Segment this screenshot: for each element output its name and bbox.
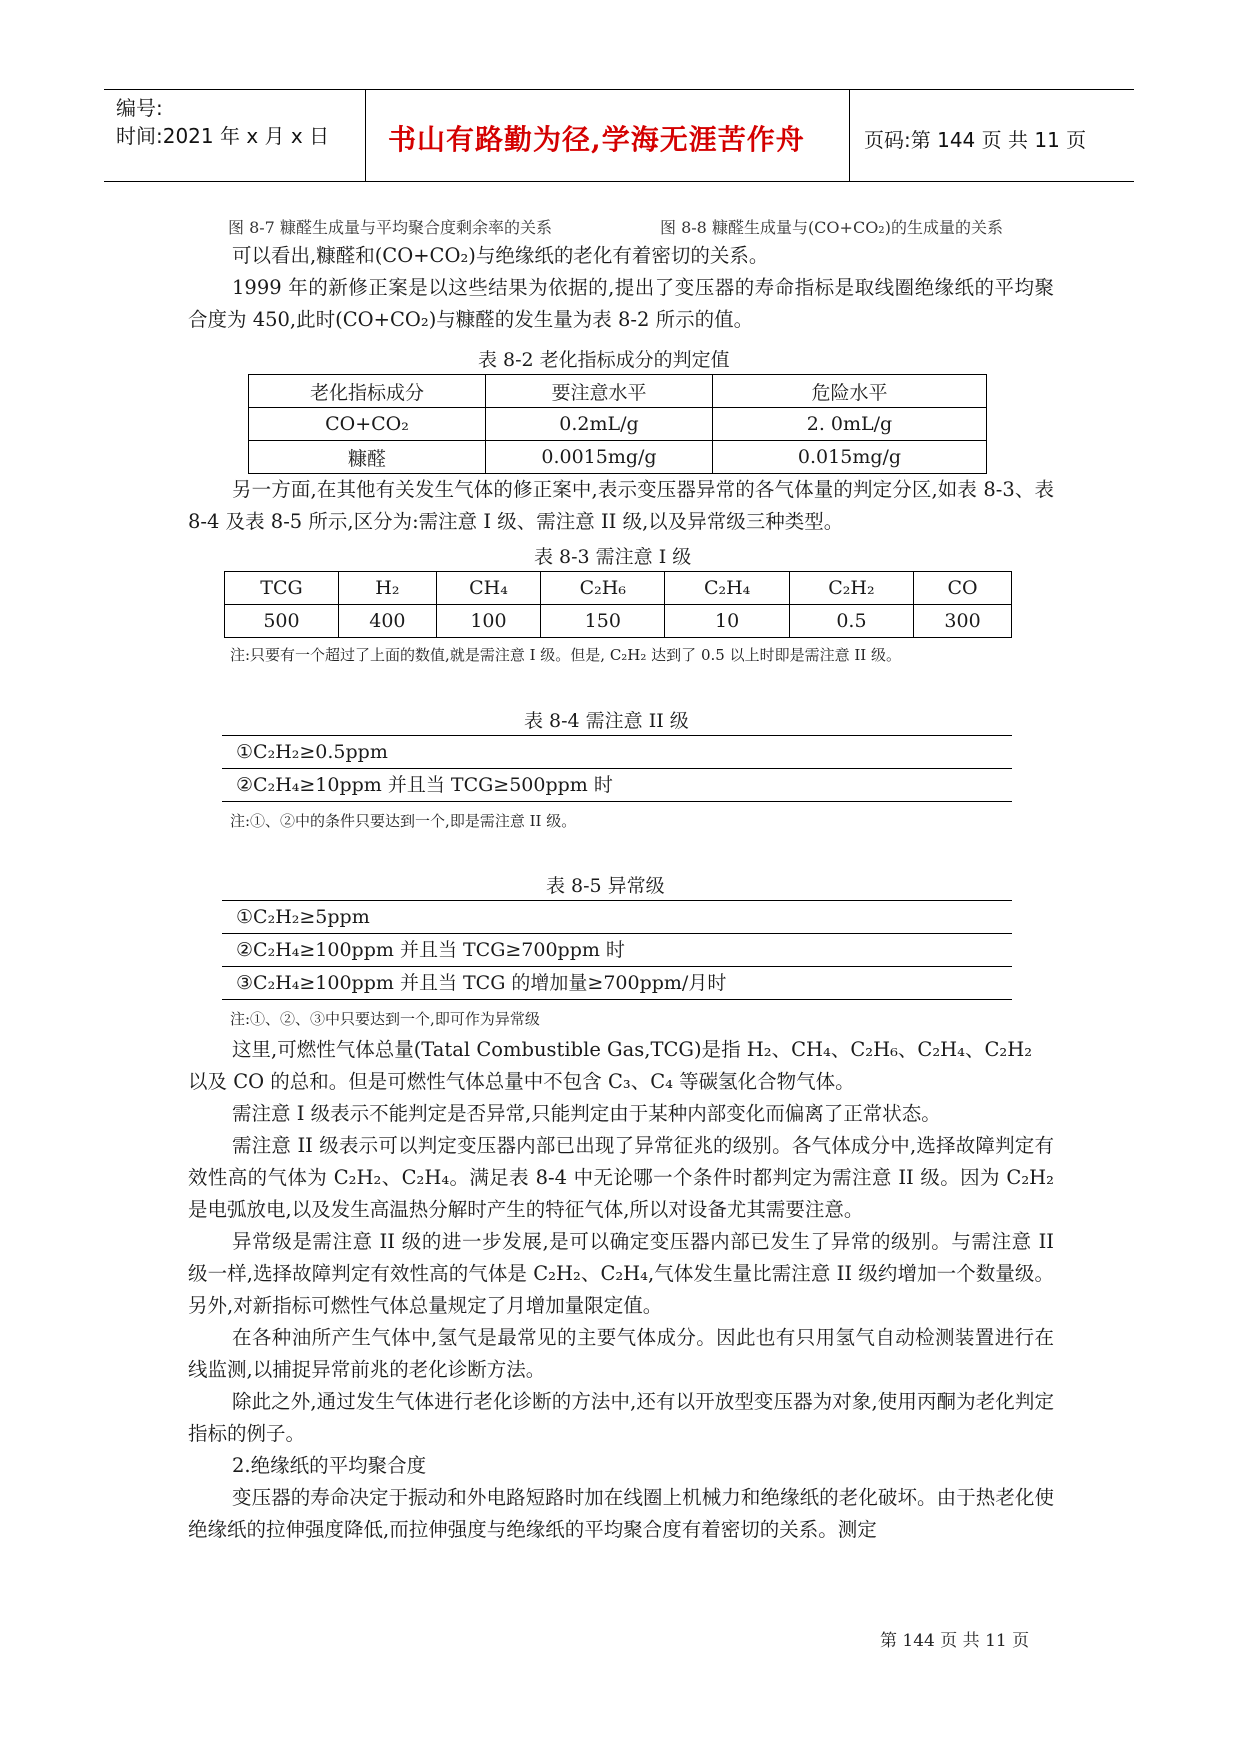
table-8-4-caption: 表 8-4 需注意 II 级 [524,710,689,732]
time-label: 时间:2021 年 x 月 x 日 [116,124,330,148]
table-cell: 400 [338,605,436,638]
paragraph: 除此之外,通过发生气体进行老化诊断的方法中,还有以开放型变压器为对象,使用丙酮为老化判定指标的例子。 [188,1390,1054,1445]
table-8-3-note: 注:只要有一个超过了上面的数值,就是需注意 I 级。但是, C₂H₂ 达到了 0.5 以上时即是需注意 II 级。 [230,646,901,664]
table-cell: CO+CO₂ [249,408,486,441]
table-row: ③C₂H₄≥100ppm 并且当 TCG 的增加量≥700ppm/月时 [222,967,1012,1000]
table-8-3 [224,571,1012,638]
paragraph: 可以看出,糠醛和(CO+CO₂)与绝缘纸的老化有着密切的关系。 [232,244,769,267]
table-header-cell: TCG [225,572,339,605]
table-cell: 0.0015mg/g [486,441,713,474]
table-cell: 0.5 [789,605,913,638]
table-header-cell: 老化指标成分 [249,375,486,408]
table-cell: 糠醛 [249,441,486,474]
paragraph: 这里,可燃性气体总量(Tatal Combustible Gas,TCG)是指 H₂、CH₄、C₂H₆、C₂H₄、C₂H₂ [232,1038,1033,1061]
table-header-cell: 要注意水平 [486,375,713,408]
table-8-2-caption: 表 8-2 老化指标成分的判定值 [478,349,730,371]
table-header-cell: CO [914,572,1012,605]
table-row: ②C₂H₄≥100ppm 并且当 TCG≥700ppm 时 [222,934,1012,967]
paragraph-block-1 [188,240,1054,336]
paragraph: 在各种油所产生气体中,氢气是最常见的主要气体成分。因此也有只用氢气自动检测装置进行在线监测,以捕捉异常前兆的老化诊断方法。 [188,1326,1054,1381]
table-cell: 0.2mL/g [486,408,713,441]
table-8-4-note: 注:①、②中的条件只要达到一个,即是需注意 II 级。 [230,812,577,830]
paragraph: 另一方面,在其他有关发生气体的修正案中,表示变压器异常的各气体量的判定分区,如表 8-3、表 8-4 及表 8-5 所示,区分为:需注意 I 级、需注意 II 级,以及异常级三种类型。 [188,478,1054,533]
paragraph: 以及 CO 的总和。但是可燃性气体总量中不包含 C₃、C₄ 等碳氢化合物气体。 [188,1070,855,1093]
table-8-5-note: 注:①、②、③中只要达到一个,即可作为异常级 [230,1010,540,1028]
header-top-rule [104,89,1134,90]
header-motto: 书山有路勤为径,学海无涯苦作舟 [388,123,805,156]
page-footer: 第 144 页 共 11 页 [880,1631,1030,1651]
table-header-cell: CH₄ [436,572,540,605]
header-divider-left [365,89,366,182]
table-header-cell: C₂H₂ [789,572,913,605]
table-cell: 500 [225,605,339,638]
table-header-cell: 危险水平 [713,375,987,408]
header-divider-right [849,89,850,182]
table-8-4 [222,735,1012,802]
table-header-cell: C₂H₆ [541,572,665,605]
serial-label: 编号: [116,96,163,120]
paragraph: 变压器的寿命决定于振动和外电路短路时加在线圈上机械力和绝缘纸的老化破坏。由于热老化使绝缘纸的拉伸强度降低,而拉伸强度与绝缘纸的平均聚合度有着密切的关系。测定 [188,1486,1054,1541]
header-page-info: 页码:第 144 页 共 11 页 [864,128,1087,152]
table-8-5-caption: 表 8-5 异常级 [546,875,665,897]
table-cell: 300 [914,605,1012,638]
table-8-5 [222,900,1012,1000]
table-8-3-caption: 表 8-3 需注意 I 级 [534,546,692,568]
paragraph-block-2 [188,474,1054,538]
paragraph-block-3 [188,1034,1054,1546]
table-cell: 150 [541,605,665,638]
table-header-cell: C₂H₄ [665,572,789,605]
table-cell: 2. 0mL/g [713,408,987,441]
table-row: ①C₂H₂≥5ppm [222,901,1012,934]
paragraph: 需注意 I 级表示不能判定是否异常,只能判定由于某种内部变化而偏离了正常状态。 [232,1102,941,1125]
table-header-cell: H₂ [338,572,436,605]
table-8-2 [248,374,987,474]
section-heading: 2.绝缘纸的平均聚合度 [232,1454,427,1477]
table-row: ②C₂H₄≥10ppm 并且当 TCG≥500ppm 时 [222,769,1012,802]
table-cell: 10 [665,605,789,638]
figure-caption-8-7: 图 8-7 糠醛生成量与平均聚合度剩余率的关系 [228,218,552,237]
header-bottom-rule [104,181,1134,182]
paragraph: 异常级是需注意 II 级的进一步发展,是可以确定变压器内部已发生了异常的级别。与需注意 II 级一样,选择故障判定有效性高的气体是 C₂H₂、C₂H₄,气体发生量比需注意 II 级约增加一个数量级。另外,对新指标可燃性气体总量规定了月增加量限定值。 [188,1230,1054,1317]
figure-caption-8-8: 图 8-8 糠醛生成量与(CO+CO₂)的生成量的关系 [660,218,1003,237]
table-row: ①C₂H₂≥0.5ppm [222,736,1012,769]
paragraph: 需注意 II 级表示可以判定变压器内部已出现了异常征兆的级别。各气体成分中,选择故障判定有效性高的气体为 C₂H₂、C₂H₄。满足表 8-4 中无论哪一个条件时都判定为需注意 II 级。因为 C₂H₂ 是电弧放电,以及发生高温热分解时产生的特征气体,所以对设备尤其需要注意。 [188,1134,1054,1221]
table-cell: 0.015mg/g [713,441,987,474]
paragraph: 1999 年的新修正案是以这些结果为依据的,提出了变压器的寿命指标是取线圈绝缘纸的平均聚合度为 450,此时(CO+CO₂)与糠醛的发生量为表 8-2 所示的值。 [188,276,1054,331]
table-cell: 100 [436,605,540,638]
